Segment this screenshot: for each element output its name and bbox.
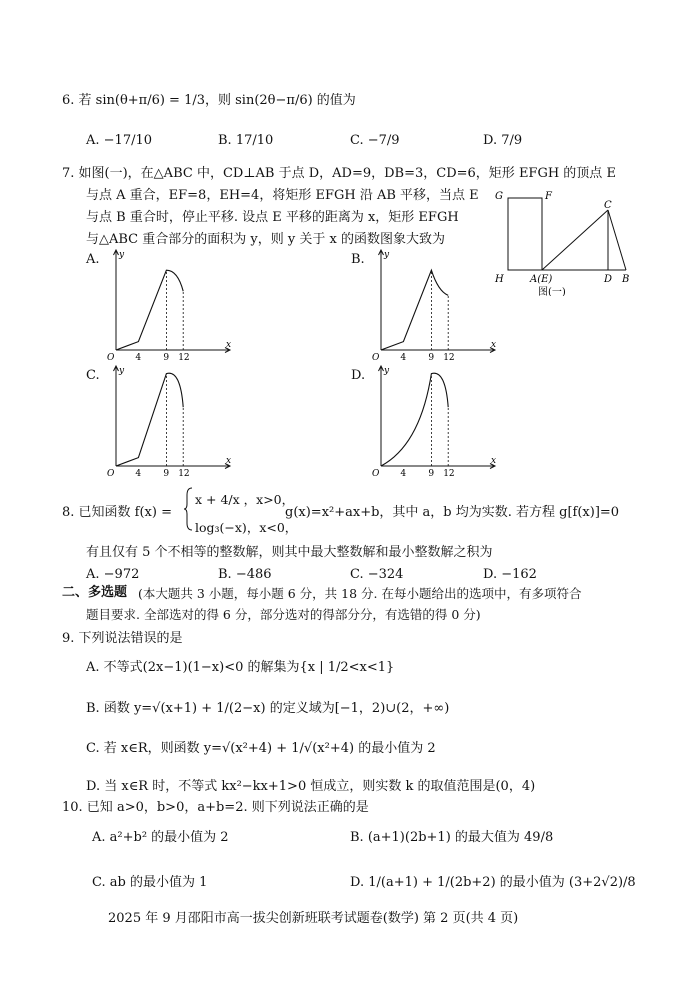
y-axis-label: y (384, 250, 390, 260)
section2-desc2: 题目要求. 全部选对的得 6 分，部分选对的得部分分，有选错的得 0 分) (86, 607, 481, 622)
q9-option-c: C. 若 x∈R，则函数 y=√(x²+4) + 1/√(x²+4) 的最小值为 2 (86, 741, 436, 756)
section2-desc1: (本大题共 3 小题，每小题 6 分，共 18 分. 在每小题给出的选项中，有多项符合 (138, 586, 582, 601)
q8-option-c: C. −324 (350, 567, 404, 582)
q7-graph-a (104, 244, 234, 362)
label-f: F (545, 191, 552, 202)
label-g: G (495, 191, 503, 202)
origin-label: O (372, 469, 380, 478)
q7-option-c-label: C. (86, 368, 100, 383)
q7-line2: 与点 A 重合，EF=8，EH=4，将矩形 EFGH 沿 AB 平移，当点 E (86, 188, 479, 203)
tick-label-12: 12 (443, 353, 455, 362)
q8-piece2: log₃(−x)，x<0， (195, 520, 298, 535)
label-ae: A(E) (530, 274, 553, 285)
label-h: H (495, 274, 504, 285)
q7-graph-d (369, 360, 499, 478)
tick-label-9: 9 (428, 353, 435, 362)
section2-title: 二、多选题 (62, 585, 128, 600)
tick-label-4: 4 (400, 469, 407, 478)
q7-line1: 7. 如图(一)，在△ABC 中，CD⊥AB 于点 D，AD=9，DB=3，CD=6，矩形 EFGH 的顶点 E (62, 166, 616, 181)
tick-label-9: 9 (163, 469, 170, 478)
q10-option-a: A. a²+b² 的最小值为 2 (92, 830, 229, 845)
q9-stem: 9. 下列说法错误的是 (62, 631, 183, 646)
label-d: D (604, 274, 613, 285)
q7-line3: 与点 B 重合时，停止平移. 设点 E 平移的距离为 x，矩形 EFGH (86, 210, 459, 225)
q6-option-c: C. −7/9 (350, 133, 400, 148)
origin-label: O (372, 353, 380, 362)
side-cb (608, 210, 626, 270)
page-footer: 2025 年 9 月邵阳市高一拔尖创新班联考试题卷(数学) 第 2 页(共 4 页) (108, 911, 519, 926)
q6-option-a: A. −17/10 (86, 133, 153, 148)
y-axis-label: y (119, 366, 125, 376)
q8-line2: 有且仅有 5 个不相等的整数解，则其中最大整数解和最小整数解之积为 (86, 545, 493, 560)
tick-label-4: 4 (135, 353, 142, 362)
tick-label-12: 12 (443, 469, 455, 478)
q6-option-b: B. 17/10 (218, 133, 274, 148)
q8-option-b: B. −486 (218, 567, 272, 582)
y-axis-label: y (119, 250, 125, 260)
q7-figure-one (490, 186, 640, 296)
label-c: C (604, 200, 612, 211)
q9-option-d: D. 当 x∈R 时，不等式 kx²−kx+1>0 恒成立，则实数 k 的取值范围是(0，4) (86, 779, 536, 794)
tick-label-12: 12 (178, 469, 190, 478)
x-axis-label: x (226, 340, 232, 350)
x-axis-label: x (226, 456, 232, 466)
q6-option-d: D. 7/9 (483, 133, 523, 148)
tick-label-9: 9 (163, 353, 170, 362)
q8-stem-b: g(x)=x²+ax+b，其中 a，b 均为实数. 若方程 g[f(x)]=0 (285, 505, 620, 520)
q6-stem: 6. 若 sin(θ+π/6) = 1/3，则 sin(2θ−π/6) 的值为 (62, 93, 356, 108)
q8-brace (184, 487, 194, 531)
side-ac (542, 210, 608, 270)
origin-label: O (107, 353, 115, 362)
y-axis-label: y (384, 366, 390, 376)
tick-label-4: 4 (400, 353, 407, 362)
tick-label-4: 4 (135, 469, 142, 478)
q10-option-d: D. 1/(a+1) + 1/(2b+2) 的最小值为 (3+2√2)/8 (350, 875, 636, 890)
q7-graph-c (104, 360, 234, 478)
q7-option-b-label: B. (351, 252, 365, 267)
q7-option-d-label: D. (351, 368, 366, 383)
q10-option-b: B. (a+1)(2b+1) 的最大值为 49/8 (350, 830, 554, 845)
q8-option-a: A. −972 (86, 567, 140, 582)
label-b: B (622, 274, 630, 285)
q8-piece1: x + 4/x ，x>0， (195, 492, 295, 507)
rect-efgh (508, 198, 542, 270)
q10-option-c: C. ab 的最小值为 1 (92, 875, 208, 890)
tick-label-9: 9 (428, 469, 435, 478)
q7-line4: 与△ABC 重合部分的面积为 y，则 y 关于 x 的函数图象大致为 (86, 232, 445, 247)
origin-label: O (107, 469, 115, 478)
function-curve (116, 373, 183, 466)
figure-caption: 图(一) (538, 287, 566, 296)
function-curve (381, 270, 448, 350)
q9-option-a: A. 不等式(2x−1)(1−x)<0 的解集为{x | 1/2<x<1} (86, 660, 395, 675)
q7-option-a-label: A. (86, 252, 100, 267)
x-axis-label: x (491, 340, 497, 350)
q8-stem-a: 8. 已知函数 f(x) = (62, 505, 172, 520)
function-curve (116, 270, 183, 350)
q8-option-d: D. −162 (483, 567, 537, 582)
x-axis-label: x (491, 456, 497, 466)
tick-label-12: 12 (178, 353, 190, 362)
q9-option-b: B. 函数 y=√(x+1) + 1/(2−x) 的定义域为[−1，2)∪(2，+∞) (86, 701, 450, 716)
function-curve (381, 373, 448, 466)
q10-stem: 10. 已知 a>0，b>0，a+b=2. 则下列说法正确的是 (62, 800, 369, 815)
q7-graph-b (369, 244, 499, 362)
